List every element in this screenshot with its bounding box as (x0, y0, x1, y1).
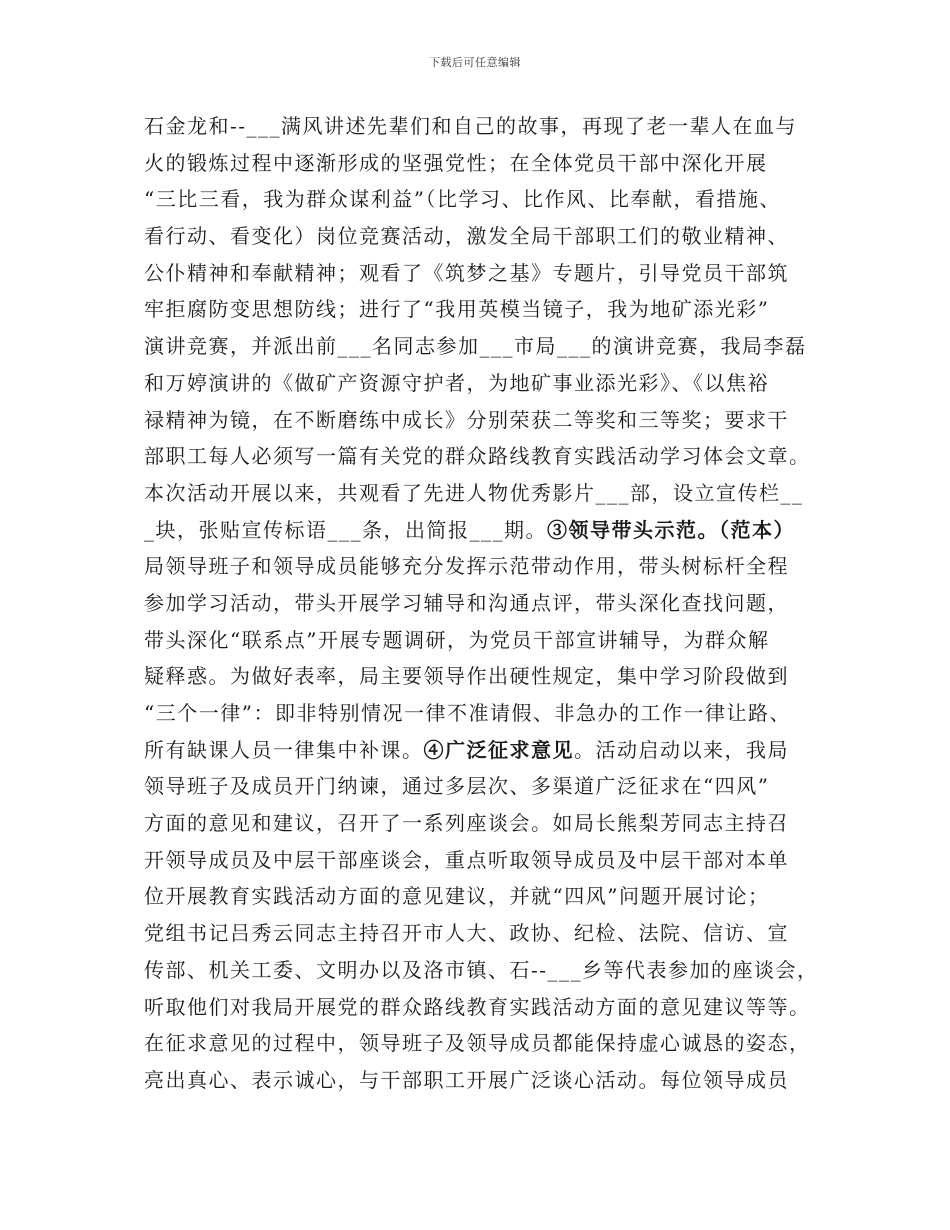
text-segment: 演讲竞赛，并派出前___名同志参加___市局___的演讲竞赛，我局李磊 (144, 334, 807, 359)
text-line (144, 145, 834, 182)
text-line (144, 181, 834, 218)
text-segment: 部职工每人必须写一篇有关党的群众路线教育实践活动学习体会文章。 (144, 444, 811, 469)
text-line (144, 291, 834, 328)
text-segment: “三个一律”：即非特别情况一律不准请假、非急办的工作一律让路、 (144, 701, 791, 725)
text-segment: 火的锻炼过程中逐渐形成的坚强党性；在全体党员干部中深化开展 (144, 150, 768, 175)
text-line (144, 768, 834, 805)
text-line (144, 989, 834, 1026)
text-line (144, 805, 834, 842)
text-segment: 领导班子及成员开门纳谏，通过多层次、多渠道广泛征求在“四风” (144, 774, 770, 799)
bold-heading: ④广泛征求意见 (423, 737, 574, 762)
text-segment: 参加学习活动，带头开展学习辅导和沟通点评，带头深化查找问题， (144, 590, 789, 615)
text-segment: “三比三看，我为群众谋利益”（比学习、比作风、比奉献，看措施、 (144, 187, 781, 212)
text-line (144, 475, 834, 512)
text-segment: 和万婷演讲的《做矿产资源守护者，为地矿事业添光彩》、《以焦裕 (144, 370, 769, 395)
text-line (144, 658, 834, 695)
text-line (144, 255, 834, 292)
text-line (144, 402, 834, 439)
text-segment: 位开展教育实践活动方面的意见建议，并就“四风”问题开展讨论； (144, 884, 770, 909)
text-line (144, 952, 834, 989)
text-segment: 局领导班子和领导成员能够充分发挥示范带动作用，带头树标杆全程 (144, 554, 789, 579)
body-text (144, 108, 834, 1099)
text-segment: 看行动、看变化）岗位竞赛活动，激发全局干部职工们的敬业精神、 (144, 224, 789, 249)
text-segment: 亮出真心、表示诚心，与干部职工开展广泛谈心活动。每位领导成员 (144, 1067, 789, 1092)
text-segment: 禄精神为镜，在不断磨练中成长》分别荣获二等奖和三等奖；要求干 (144, 407, 789, 432)
text-line (144, 328, 834, 365)
text-line (144, 622, 834, 659)
text-line (144, 915, 834, 952)
text-segment: 在征求意见的过程中，领导班子及领导成员都能保持虚心诚恳的姿态， (144, 1031, 811, 1056)
text-line (144, 438, 834, 475)
bold-heading: ③领导带头示范。（范本） (547, 517, 795, 542)
text-segment: 本次活动开展以来，共观看了先进人物优秀影片___部，设立宣传栏__ (144, 480, 804, 505)
text-line (144, 1062, 834, 1099)
text-line (144, 878, 834, 915)
text-line (144, 1025, 834, 1062)
text-line (144, 108, 834, 145)
text-line (144, 732, 834, 769)
text-segment: _块，张贴宣传标语___条，出简报___期。 (144, 517, 547, 542)
text-segment: 带头深化“联系点”开展专题调研，为党员干部宣讲辅导，为群众解 (144, 627, 770, 652)
text-segment: 公仆精神和奉献精神；观看了《筑梦之基》专题片，引导党员干部筑 (144, 260, 789, 285)
text-line (144, 548, 834, 585)
text-segment: 。活动启动以来，我局 (574, 737, 789, 762)
text-line (144, 842, 834, 879)
text-segment: 石金龙和--___满风讲述先辈们和自己的故事，再现了老一辈人在血与 (144, 114, 798, 138)
text-line (144, 695, 834, 732)
text-segment: 方面的意见和建议，召开了一系列座谈会。如局长熊梨芳同志主持召 (144, 811, 789, 836)
text-line (144, 585, 834, 622)
text-line (144, 512, 834, 549)
text-segment: 传部、机关工委、文明办以及洛市镇、石--___乡等代表参加的座谈会， (144, 957, 819, 982)
text-segment: 党组书记吕秀云同志主持召开市人大、政协、纪检、法院、信访、宣 (144, 921, 789, 946)
text-line (144, 365, 834, 402)
text-segment: 开领导成员及中层干部座谈会，重点听取领导成员及中层干部对本单 (144, 847, 789, 872)
text-segment: 疑释惑。为做好表率，局主要领导作出硬性规定，集中学习阶段做到 (144, 664, 789, 689)
text-segment: 听取他们对我局开展党的群众路线教育实践活动方面的意见建议等等。 (144, 994, 811, 1019)
text-segment: 所有缺课人员一律集中补课。 (144, 737, 424, 762)
page-header: 下载后可任意编辑 (429, 56, 521, 69)
text-segment: 牢拒腐防变思想防线；进行了“我用英模当镜子，我为地矿添光彩” (144, 297, 770, 322)
text-line (144, 218, 834, 255)
